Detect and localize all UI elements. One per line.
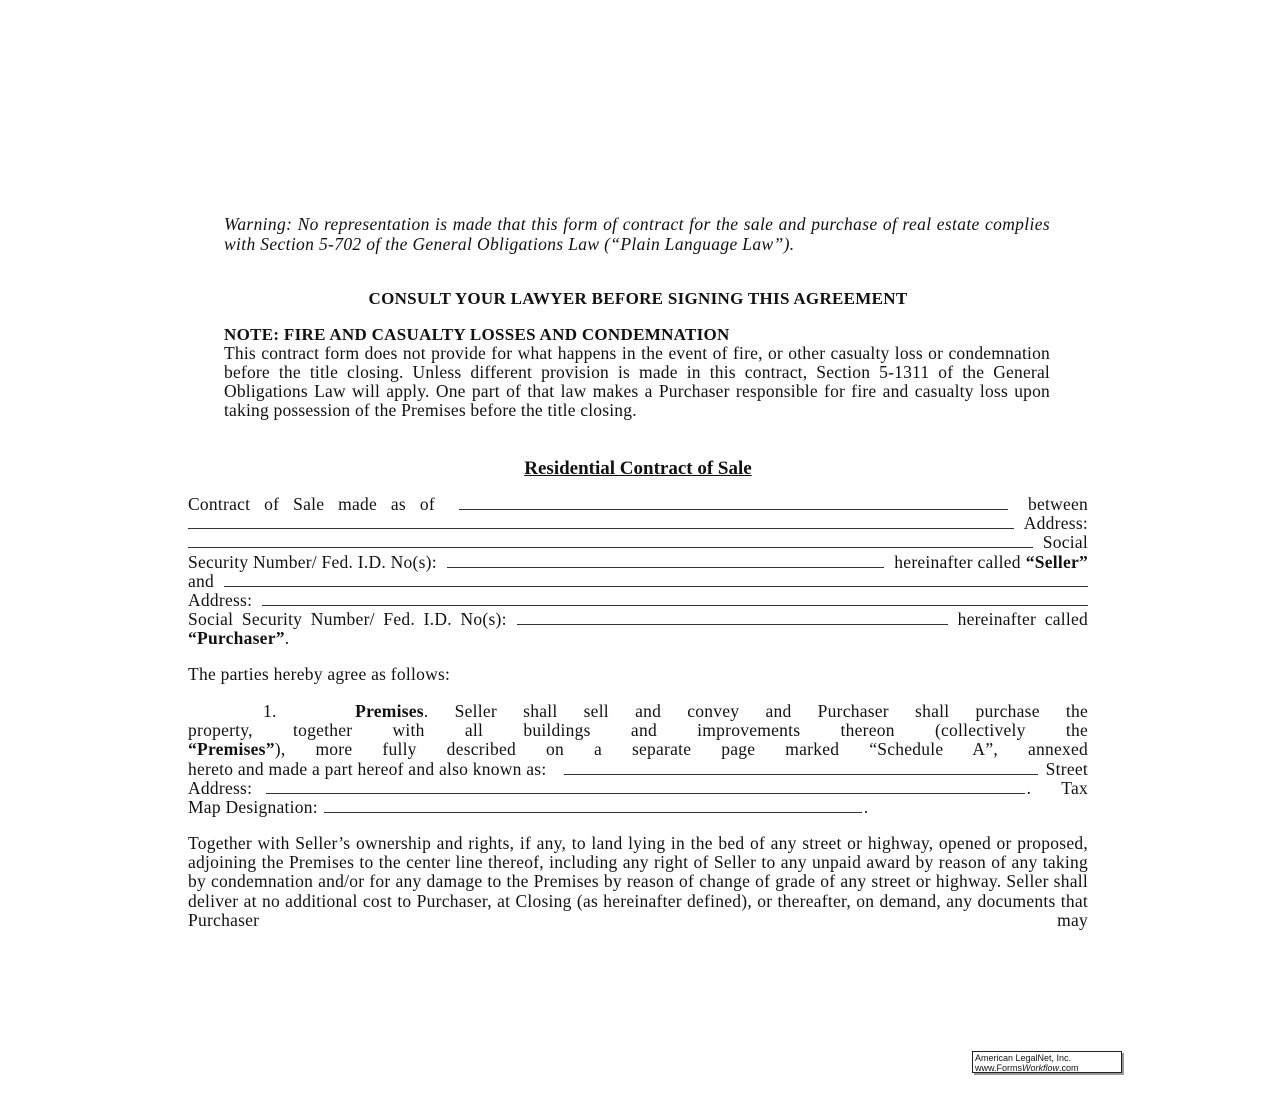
logo-workflow: Workflow [1022,1063,1060,1073]
seller-term: “Seller” [1025,551,1088,572]
hereinafter-called-label-2: hereinafter called [957,609,1088,630]
seller-ssn-field[interactable] [447,554,884,568]
premises-text-4: hereto and made a part hereof and also known as: [188,758,547,779]
seller-name-field[interactable] [188,515,1014,529]
logo-com: .com [1059,1063,1079,1073]
street-label: Street [1045,758,1088,779]
american-legalnet-logo [972,1051,1122,1073]
purchaser-ssn-field[interactable] [517,611,948,625]
note-body: This contract form does not provide for what happens in the event of fire, or other casualty loss or condemnation before the title closing. Unless different provision is made in this contract, Section 5-1311 of the General Obligations Law will apply. One part of that law makes a Purchaser responsible for fire and casualty loss upon taking possession of the Premises before the title closing. [224,343,1050,420]
contract-line-8 [188,629,1088,648]
made-as-of-label: Contract of Sale made as of [188,494,435,514]
and-label: and [188,570,215,591]
premises-text-1: . Seller shall sell and convey and Purchaser shall purchase the [423,701,1088,721]
purchaser-address-field[interactable] [262,592,1088,606]
premises-clause [188,702,1088,817]
note-heading: NOTE: FIRE AND CASUALTY LOSSES AND CONDEMNATION [224,325,730,344]
purchaser-name-field[interactable] [224,573,1088,587]
address-period: . [1026,777,1032,798]
contract-line-3 [188,533,1088,552]
tax-label: Tax [1061,777,1088,798]
premises-line-6 [188,798,1088,817]
together-paragraph: Together with Seller’s ownership and rights, if any, to land lying in the bed of any street or highway, opened or proposed, adjoining the Premises to the center line thereof, including any right of Seller to any unpaid award by reason of any taking by condemnation and/or for any damage to the Premises by reason of change of grade of any street or highway. Seller shall deliver at no additional cost to Purchaser, at Closing (as hereinafter defined), or thereafter, on demand, any documents that Purchaser may [188,833,1088,930]
warning-paragraph: Warning: No representation is made that this form of contract for the sale and purchase of real estate complies with Section 5-702 of the General Obligations Law (“Plain Language Law”). [224,214,1050,254]
social-label: Social [1042,532,1088,553]
contract-line-4 [188,553,1088,572]
map-period: . [863,797,869,818]
premises-text-3: ), more fully described on a separate page marked “Schedule A”, annexed [274,739,1088,760]
contract-line-6 [188,591,1088,610]
logo-line-2 [975,1063,1119,1073]
purchaser-term: “Purchaser” [188,628,285,649]
contract-line-5 [188,572,1088,591]
between-label: between [1027,494,1088,514]
premises-line-4 [188,760,1088,779]
street-address-label: Address: [188,777,253,798]
logo-line-1: American LegalNet, Inc. [975,1053,1072,1063]
seller-address-label: Address: [1023,513,1088,534]
premises-line-1 [188,702,1088,721]
map-designation-label: Map Designation: [188,797,318,818]
contract-line-1 [188,495,1088,514]
known-as-field[interactable] [564,761,1037,775]
contract-line-2 [188,514,1088,533]
purchaser-address-label: Address: [188,590,253,611]
premises-line-3 [188,740,1088,759]
premises-line-5 [188,779,1088,798]
parties-agree-line: The parties hereby agree as follows: [188,664,451,684]
security-number-label: Security Number/ Fed. I.D. No(s): [188,551,437,572]
premises-term: “Premises” [188,739,275,760]
map-designation-field[interactable] [324,799,862,813]
street-address-field[interactable] [266,780,1024,794]
seller-address-field[interactable] [188,534,1033,548]
premises-label: Premises [355,701,424,721]
contract-parties-section [188,495,1088,649]
logo-forms: www.Forms [975,1063,1022,1073]
purchaser-period: . [284,628,290,649]
hereinafter-called-label: hereinafter called [894,551,1021,572]
contract-date-field[interactable] [459,496,1008,510]
clause-number: 1. [263,701,277,721]
document-title: Residential Contract of Sale [524,458,752,479]
contract-line-7 [188,610,1088,629]
premises-line-2: property, together with all buildings and improvements thereon (collectively the [188,720,1088,741]
consult-lawyer-heading: CONSULT YOUR LAWYER BEFORE SIGNING THIS AGREEMENT [368,289,908,308]
note-section [224,325,1050,420]
social-security-label: Social Security Number/ Fed. I.D. No(s): [188,609,507,630]
